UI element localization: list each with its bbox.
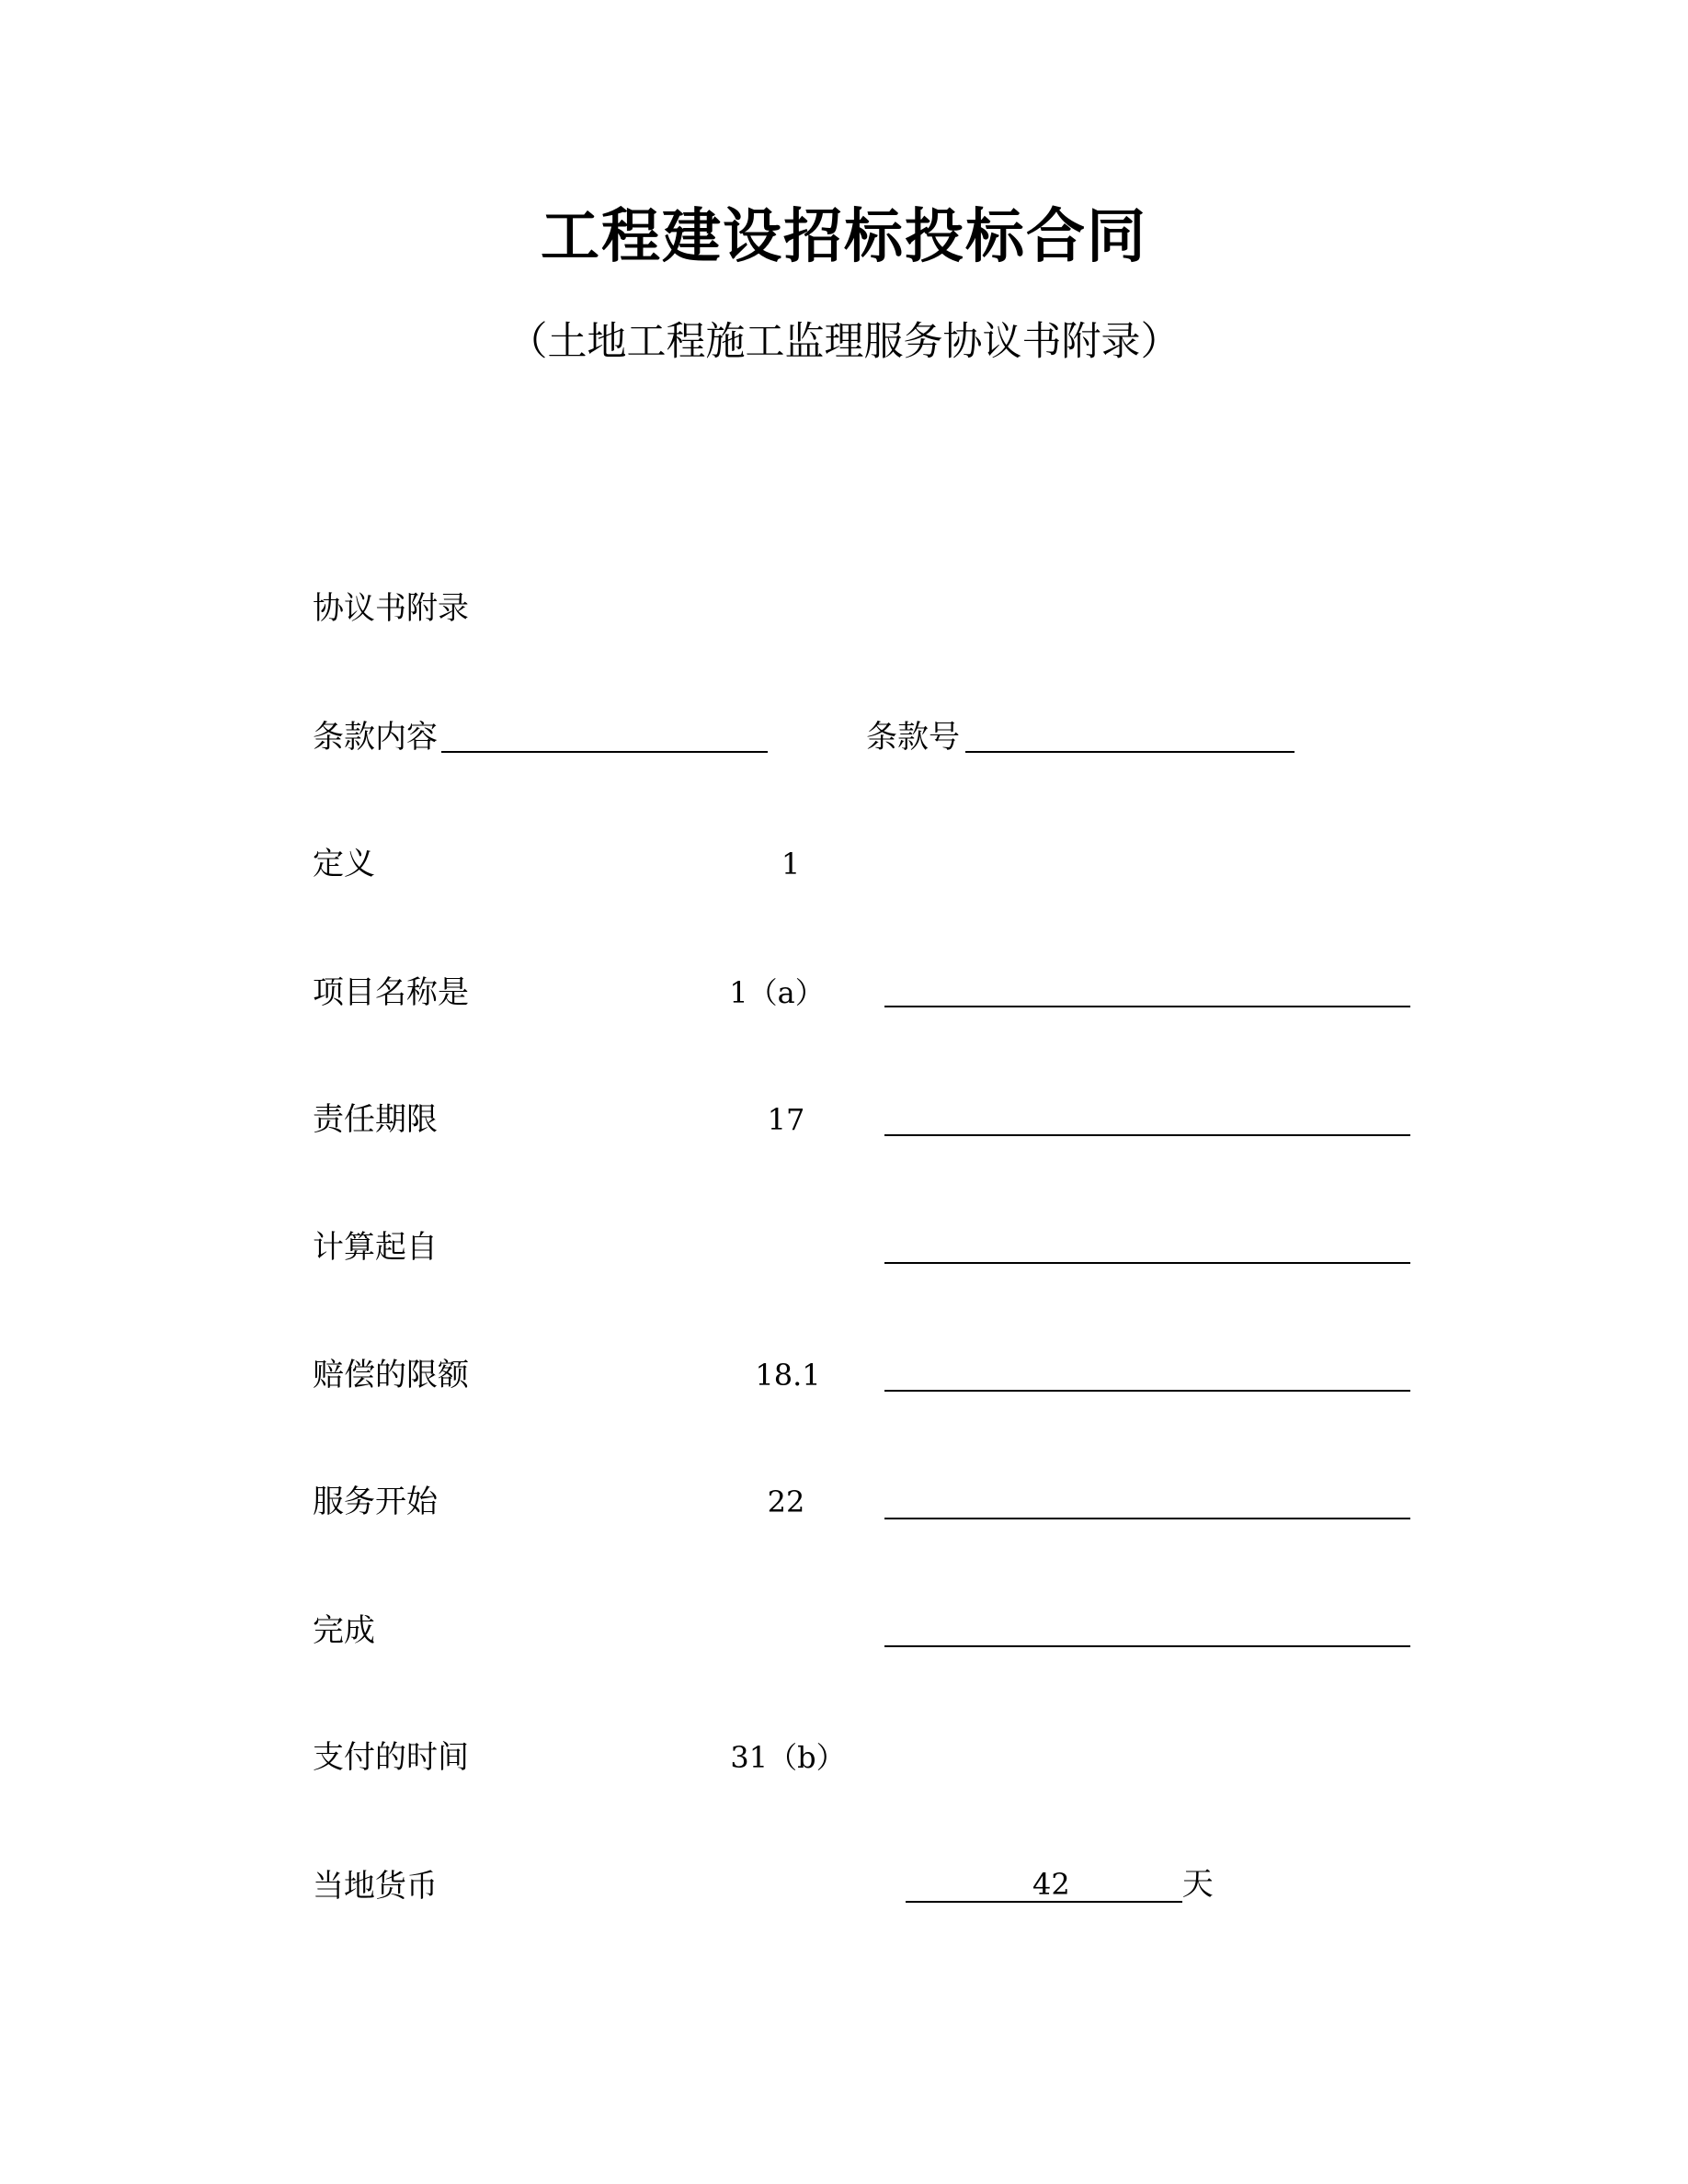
row-label-calculated-from: 计算起自 — [313, 1229, 438, 1266]
row-label-definition: 定义 — [313, 846, 375, 882]
row-label-compensation-limit: 赔偿的限额 — [313, 1357, 469, 1393]
local-currency-blank-after — [1070, 1868, 1182, 1903]
row-clause-compensation-limit: 18.1 — [755, 1358, 821, 1393]
row-blank-compensation-limit — [884, 1390, 1410, 1392]
row-clause-definition: 1 — [781, 847, 801, 882]
row-label-liability-period: 责任期限 — [313, 1101, 438, 1138]
row-blank-service-start — [884, 1518, 1410, 1519]
document-subtitle: （土地工程施工监理服务协议书附录） — [508, 319, 1180, 365]
clause-content-blank — [441, 751, 768, 753]
row-label-completion: 完成 — [313, 1612, 375, 1649]
section-heading: 协议书附录 — [313, 590, 469, 627]
clause-content-label: 条款内容 — [313, 719, 438, 756]
row-label-service-start: 服务开始 — [313, 1484, 438, 1520]
local-currency-blank-before — [906, 1868, 1032, 1903]
row-clause-liability-period: 17 — [767, 1102, 805, 1137]
row-blank-project-name — [884, 1006, 1410, 1007]
row-blank-completion — [884, 1645, 1410, 1647]
row-clause-project-name: 1（a） — [729, 975, 825, 1010]
row-blank-liability-period — [884, 1134, 1410, 1136]
row-clause-service-start: 22 — [767, 1484, 805, 1519]
clause-number-blank — [965, 751, 1295, 753]
row-label-payment-time: 支付的时间 — [313, 1739, 469, 1776]
row-label-project-name: 项目名称是 — [313, 974, 469, 1011]
local-currency-unit: 天 — [1181, 1866, 1214, 1903]
clause-number-label: 条款号 — [866, 719, 960, 756]
row-clause-payment-time: 31（b） — [730, 1740, 846, 1775]
local-currency-value: 42 — [1032, 1867, 1070, 1902]
row-label-local-currency: 当地货币 — [313, 1868, 438, 1905]
row-blank-calculated-from — [884, 1262, 1410, 1264]
document-title: 工程建设招标投标合同 — [541, 203, 1147, 271]
local-currency-value-row — [906, 1866, 1214, 1903]
